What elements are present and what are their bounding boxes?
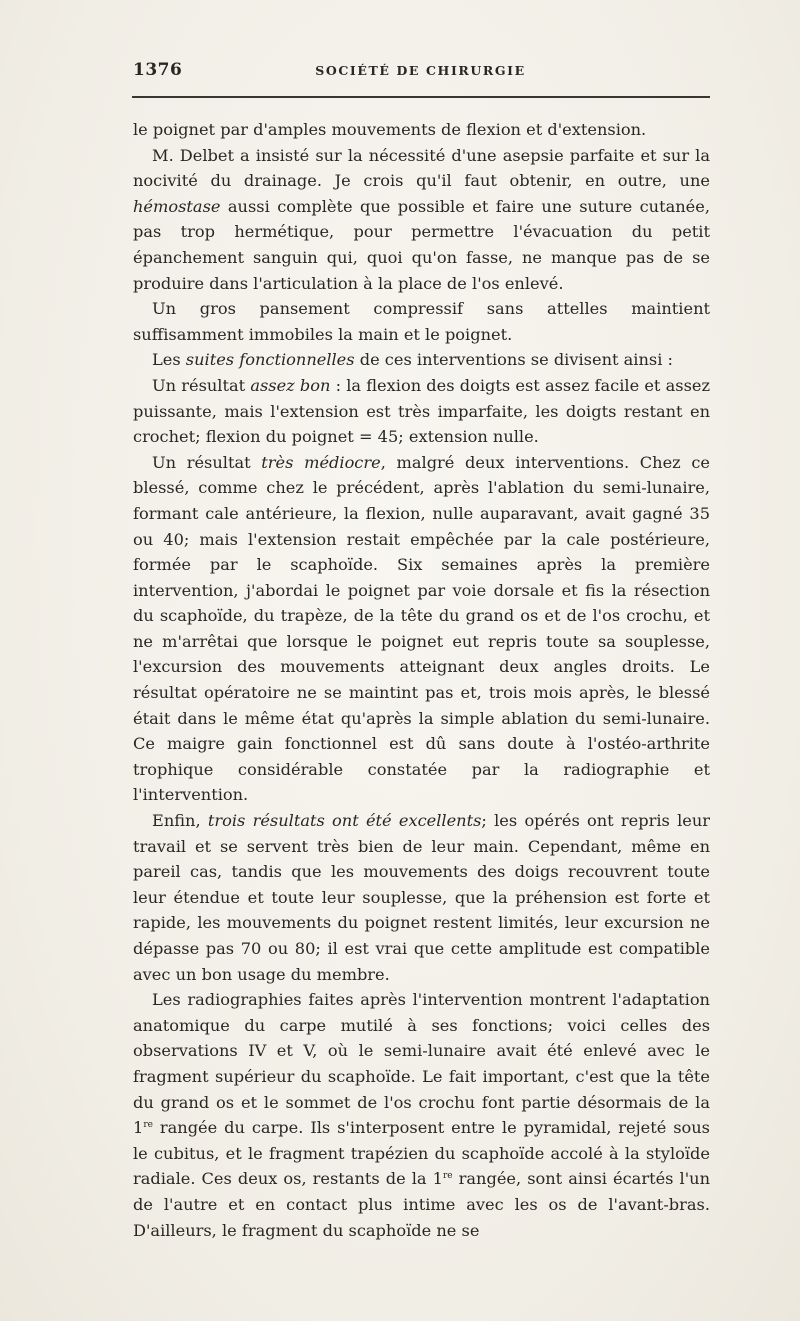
page-header	[133, 60, 708, 86]
text-run: de ces interventions se divisent ainsi :	[354, 350, 673, 370]
text-run: le poignet par d'amples mouvements de flexion et d'extension.	[133, 120, 647, 139]
text-run: Les radiographies faites après l'intervention montrent l'adaptation anatomique du carpe mutilé à ses fonctions; voici celles des observations IV et V, où le semi-lunaire avait été enlevé avec le fragment supérieur du scaphoïde. Le fait important, c'est que la tête du grand os et le sommet de l'os crochu font partie désormais de la 1	[133, 990, 710, 1138]
italic-phrase: trois résultats ont été excellents	[207, 811, 482, 831]
italic-phrase: très médiocre	[261, 452, 381, 472]
text-run: Un gros pansement compressif sans attelles maintient suffisamment immobiles la main et le poignet.	[133, 299, 710, 344]
paragraph	[133, 296, 710, 347]
italic-phrase: hémostase	[133, 196, 221, 216]
italic-phrase: suites fonctionnelles	[185, 350, 355, 370]
text-run: : la flexion des doigts est assez facile et assez puissante, mais l'extension est très imparfaite, les doigts restant en crochet; flexion du poignet = 45; extension nulle.	[133, 375, 710, 447]
header-rule	[132, 96, 710, 98]
text-run: Les	[152, 350, 186, 370]
text-run: Un résultat	[152, 375, 251, 395]
page-number: 1376	[133, 60, 183, 80]
paragraph	[133, 373, 710, 450]
body-text	[133, 117, 710, 1243]
text-run: M. Delbet a insisté sur la nécessité d'une asepsie parfaite et sur la nocivité du drainage. Je crois qu'il faut obtenir, en outre, une	[133, 145, 710, 191]
text-run: ; les opérés ont repris leur travail et se servent très bien de leur main. Cependant, même en pareil cas, tandis que les mouvements des doigs recouvrent toute leur étendue et toute leur souplesse, que la préhension est forte et rapide, les mouvements du poignet restent limités, leur excursion ne dépasse pas 70 ou 80; il est vrai que cette amplitude est compatible avec un bon usage du membre.	[133, 811, 711, 984]
paragraph	[133, 808, 710, 987]
paragraph	[133, 117, 710, 143]
paragraph	[133, 987, 710, 1243]
text-run: rangée, sont ainsi écartés l'un de l'autre et en contact plus intime avec les os de l'avant-bras. D'ailleurs, le fragment du scaphoïde ne se	[133, 1169, 710, 1240]
italic-phrase: assez bon	[250, 375, 331, 395]
text-run: rangée du carpe. Ils s'interposent entre le pyramidal, rejeté sous le cubitus, et le fragment trapézien du scaphoïde accolé à la styloïde radiale. Ces deux os, restants de la 1	[133, 1118, 710, 1189]
ordinal-superscript: re	[143, 1120, 153, 1131]
text-run: Enfin,	[152, 811, 208, 831]
text-run: , malgré deux interventions. Chez ce blessé, comme chez le précédent, après l'ablation du semi-lunaire, formant cale antérieure, la flexion, nulle auparavant, avait gagné 35 ou 40; mais l'extension restait empêchée par la cale postérieure, formée par le scaphoïde. Six semaines après la première intervention, j'abordai le poignet par voie dorsale et fis la résection du scaphoïde, du trapèze, de la tête du grand os et de l'os crochu, et ne m'arrêtai que lorsque le poignet eut repris toute sa souplesse, l'excursion des mouvements atteignant deux angles droits. Le résultat opératoire ne se maintint pas et, trois mois après, le blessé était dans le même état qu'après la simple ablation du semi-lunaire. Ce maigre gain fonctionnel est dû sans doute à l'ostéo-arthrite trophique considérable constatée par la radiographie et l'intervention.	[133, 452, 710, 805]
paragraph	[133, 347, 710, 373]
running-title: SOCIÉTÉ DE CHIRURGIE	[315, 63, 526, 78]
text-run: Un résultat	[152, 452, 262, 472]
paragraph	[133, 450, 710, 808]
ordinal-superscript: re	[442, 1171, 453, 1182]
text-run: aussi complète que possible et faire une suture cutanée, pas trop hermétique, pour permettre l'évacuation du petit épanchement sanguin qui, quoi qu'on fasse, ne manque pas de se produire dans l'articulation à la place de l'os enlevé.	[133, 196, 710, 293]
paragraph	[133, 143, 710, 297]
